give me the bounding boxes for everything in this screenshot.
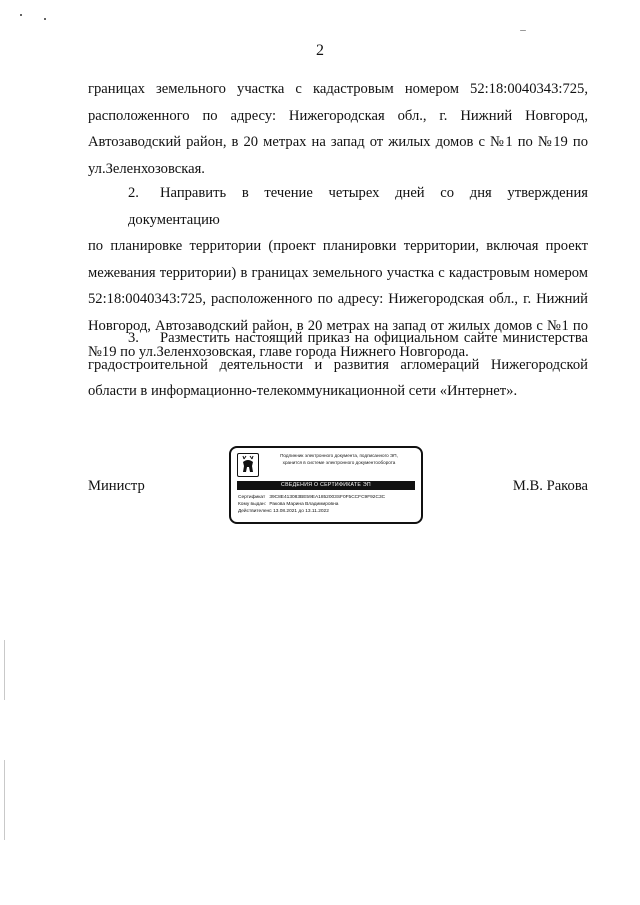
text-line: Новгород, Автозаводский район, в 20 метрах на запад от жилых домов с №1 по — [88, 317, 588, 334]
issued-to-value: Ракова Марина Владимировна — [269, 502, 339, 508]
signatory-title: Министр — [88, 478, 145, 494]
issued-to-label: Кому выдан: — [238, 502, 266, 508]
text-line-content: Направить в течение четырех дней со дня утверждения документацию — [128, 185, 588, 228]
stamp-bar-label: СВЕДЕНИЯ О СЕРТИФИКАТЕ ЭП — [237, 481, 415, 490]
paragraph-1 — [88, 76, 588, 182]
text-line — [88, 325, 588, 352]
paragraph-number: 2. — [128, 185, 139, 201]
page-number: 2 — [316, 42, 324, 59]
text-line: расположенного по адресу: Нижегородская обл., г. Нижний Новгород, — [88, 107, 588, 124]
issued-to-row — [238, 501, 417, 508]
valid-period-row — [238, 508, 417, 515]
stamp-header-line: хранится в системе электронного документооборота — [282, 460, 396, 465]
text-line: ул.Зеленхозовская. — [88, 160, 205, 177]
stamp-header — [261, 452, 417, 466]
certificate-value: 39C8E413083BE59EA1852003SF0F5CCFC9F92C3C — [269, 495, 386, 500]
stamp-header-line: Подлинник электронного документа, подписанного ЭП, — [280, 453, 398, 458]
text-line: границах земельного участка с кадастровым номером 52:18:0040343:725, — [88, 81, 588, 97]
deer-emblem-icon — [237, 453, 259, 477]
valid-value: с 13.08.2021 до 13.11.2022 — [269, 509, 329, 515]
certificate-label: Сертификат — [238, 495, 266, 500]
text-line-content: Разместить настоящий приказ на официальном сайте министерства — [160, 330, 588, 346]
certificate-details — [238, 494, 417, 516]
text-line: межевания территории) в границах земельного участка с кадастровым номером — [88, 264, 588, 281]
scan-speck — [44, 18, 46, 20]
certificate-row — [238, 494, 417, 501]
paragraph-number: 3. — [128, 330, 139, 346]
valid-label: Действителен: — [238, 509, 271, 515]
scan-speck — [20, 14, 22, 16]
text-line: по планировке территории (проект планировки территории, включая проект — [88, 238, 588, 254]
text-line: №19 по ул.Зеленхозовская, главе города Нижнего Новгорода. — [88, 344, 469, 360]
scan-speck — [520, 30, 526, 31]
paragraph-3 — [88, 325, 588, 405]
text-line — [88, 180, 588, 233]
scan-margin-line — [4, 640, 5, 700]
text-line: области в информационно-телекоммуникационной сети «Интернет». — [88, 383, 518, 399]
electronic-signature-stamp — [229, 446, 423, 524]
text-line: Автозаводский район, в 20 метрах на запад от жилых домов с №1 по №19 по — [88, 134, 588, 150]
signatory-name: М.В. Ракова — [512, 478, 588, 494]
scan-margin-line — [4, 760, 5, 840]
text-line: градостроительной деятельности и развития агломераций Нижегородской — [88, 356, 588, 373]
text-line: 52:18:0040343:725, расположенного по адресу: Нижегородская обл., г. Нижний — [88, 291, 588, 307]
